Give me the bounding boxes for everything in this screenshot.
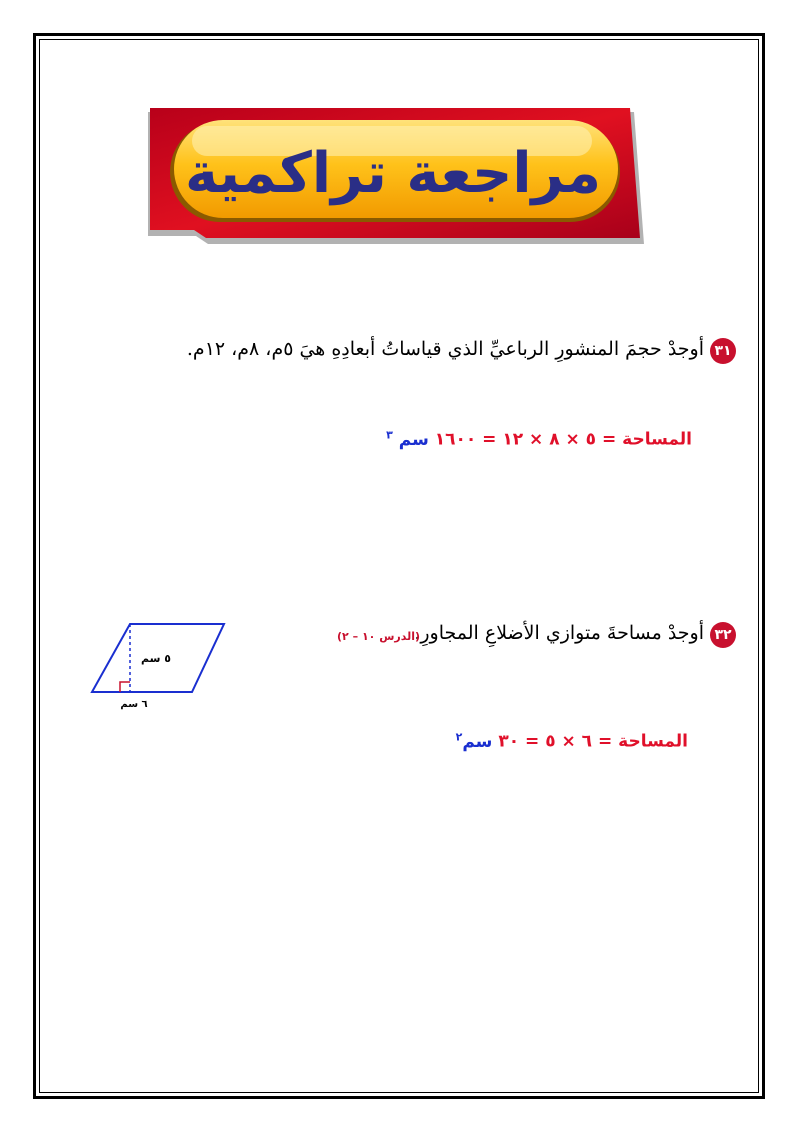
question-text: أوجدْ مساحةَ متوازي الأضلاعِ المجاورِ.	[414, 622, 704, 644]
unit-exponent: ٣	[386, 428, 393, 441]
question-text: أوجدْ حجمَ المنشورِ الرباعيِّ الذي قياساتُ أبعادِهِ هيَ ٥م، ٨م، ١٢م.	[186, 338, 704, 360]
answer-expression: المساحة = ٦ × ٥ = ٣٠	[498, 731, 688, 752]
unit-exponent: ٢	[455, 730, 463, 743]
page-title: مراجعة تراكمية	[184, 140, 602, 206]
answer-line	[456, 730, 688, 752]
right-angle-marker	[120, 682, 130, 692]
question-number-badge: ٣١	[710, 338, 736, 364]
question-number-badge: ٣٢	[710, 622, 736, 648]
answer-line	[386, 428, 692, 450]
base-label: ٦ سم	[120, 699, 148, 710]
answer-unit: سم$^٢$	[455, 730, 493, 752]
height-label: ٥ سم	[141, 652, 171, 665]
parallelogram-figure	[88, 618, 228, 710]
lesson-reference: (الدرس ١٠ – ٢)	[337, 630, 420, 643]
answer-expression: المساحة = ٥ × ٨ × ١٢ = ١٦٠٠	[434, 429, 692, 450]
answer-unit: سم $^٣$	[386, 428, 429, 450]
